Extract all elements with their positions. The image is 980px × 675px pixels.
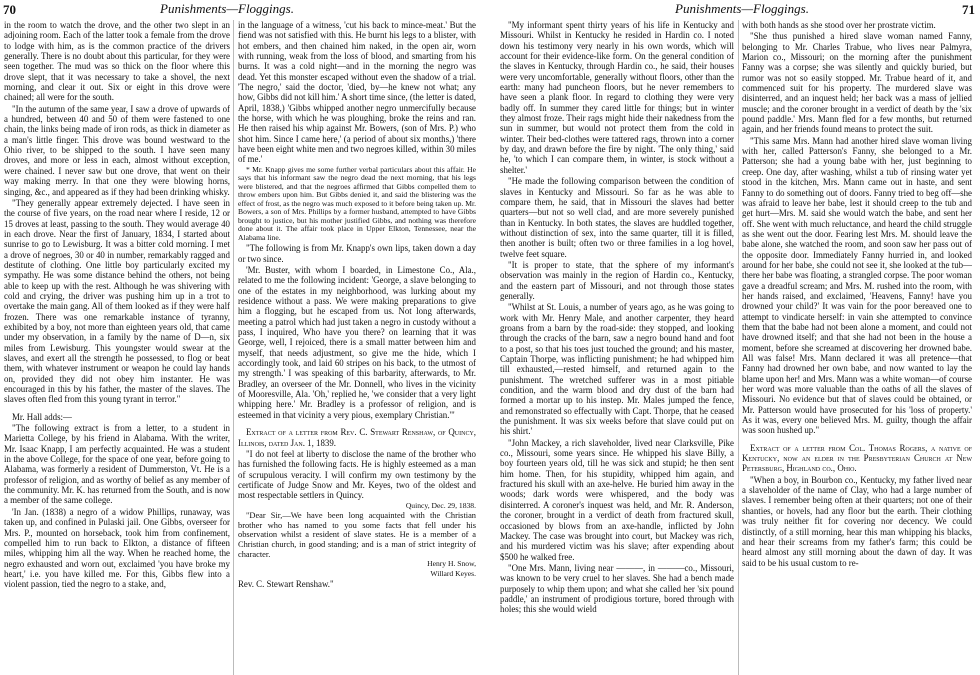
paragraph: with both hands as she stood over her prostrate victim.: [742, 20, 936, 30]
signature: Henry H. Snow,: [427, 559, 476, 569]
paragraph: "The following extract is from a letter, to a student in Marietta College, by his friend in Alabama. With the writer, Mr. Isaac Knapp, I am perfectly acquainted. He was a student in the above College, for the space of one year, before going to Alabama, was formerly a resident of Dummerston, Vt. He is a professor of religion, and as worthy of belief as any member of the community. Mr. K. has returned from the South, and is now a member of the same college.: [4, 423, 230, 506]
running-title: Punishments—Floggings.: [675, 1, 809, 16]
paragraph: "I do not feel at liberty to disclose the name of the brother who has furnished the following facts. He is highly esteemed as a man of scrupulous veracity. I will confirm my own testimony by the certificate of Judge Snow and Mr. Keyes, two of the oldest and most respectable settlers in Quincy.: [238, 448, 476, 501]
paragraph: Mr. Hall adds:—: [12, 411, 72, 422]
column-divider: [738, 20, 739, 675]
paragraph: "John Mackey, a rich slaveholder, lived near Clarksville, Pike co., Missouri, some years since. He whipped his slave Billy, a boy fourteen years old, till he was sick and stupid; he then sent him home. Then, for his stupidity, whipped him again, and fractured his skull with an axe-helve. He buried him away in the woods; dark words were whispered, and the body was disinterred. A coroner's inquest was held, and Mr. R. Anderson, the coroner, brought in a verdict of death from fractured skull, occasioned by blows from an axe-handle, inflicted by John Mackey. The case was brought into court, but Mackey was rich, and his murdered victim was his slave; after expending about $500 he walked free.: [500, 437, 734, 562]
page-header: [0, 0, 490, 22]
page-header: [490, 0, 980, 22]
text-column-2: [238, 20, 476, 675]
letter-heading: Extract of a letter from Col. Thomas Rogers, a native of Kentucky, now an elder in the Presbyterian Church at New Petersburg, Highland co., Ohio.: [742, 442, 972, 474]
paragraph: "It is proper to state, that the sphere of my informant's observation was mainly in the region of Hardin co., Kentucky, and the eastern part of Missouri, and not through those states generally.: [500, 259, 734, 301]
text-column-1: [4, 20, 230, 675]
paragraph: "When a boy, in Bourbon co., Kentucky, my father lived near a slaveholder of the name of Clay, who had a large number of slaves. I remember being often at their quarters; not one of their shanties, or hovels, had any floor but the earth. Their clothing was truly neither fit for covering nor decency. We could distinctly, of a still morning, hear this man whipping his blacks, and hear their screams from my father's farm; this could be heard almost any still morning about the dawn of day. It was said to be his usual custom to re-: [742, 474, 972, 568]
signature: Willard Keyes.: [430, 568, 476, 578]
footnote: * Mr. Knapp gives me some further verbal particulars about this affair. He says that his informant saw the negro dead the next morning, that his legs were blistered, and that the negroes affirmed that Gibbs compelled them to throw embers upon him. But Gibbs denied it, and said the blistering was the effect of frost, as the negro was much exposed to it before being taken up. Mr. Bowers, a son of Mrs. Phillips by a former husband, attempted to have Gibbs brought to justice, but his mother justified Gibbs, and nothing was therefore done about it. The affair took place in Upper Elkton, Tennessee, near the Alabama line.: [238, 164, 476, 242]
column-divider: [233, 20, 234, 675]
paragraph: in the room to watch the drove, and the other two slept in an adjoining room. Each of the latter took a female from the drove to lodge with him, as is the common practice of the drivers generally. There is no doubt about this particular, for they were seen together. The mud was so thick on the floor where this drove slept, that it was necessary to take a shovel, the next morning, and clear it out. Six or eight in this drove were chained; all were for the south.: [4, 20, 230, 103]
page-number: 71: [962, 2, 975, 17]
paragraph: "He made the following comparison between the condition of slaves in Kentucky and Missouri. So far as he was able to compare them, he said, that in Missouri the slaves had better quarters—but not so well clad, and are more severely punished than in Kentucky. In both states, the slaves are huddled together, without distinction of sex, into the same quarter, till it is filled, then another is built; often two or three families in a log hovel, twelve feet square.: [500, 176, 734, 259]
addressee: Rev. C. Stewart Renshaw.": [238, 579, 334, 590]
paragraph: "My informant spent thirty years of his life in Kentucky and Missouri. Whilst in Kentucky he resided in Hardin co. I noted down his testimony very nearly in his own words, which will account for their evidence-like form. On the general condition of the slaves in Kentucky, through Hardin co., he said, their houses were very uncomfortable, generally without floors, other than the earth: many had puncheon floors, but he never remembers to have seen a plank floor. In regard to clothing they were very badly off. In summer they cared little for things; but in winter they almost froze. Their rags might hide their nakedness from the sun in summer, but would not protect them from the cold in winter. Their bed-clothes were tattered rags, thrown into a corner by day, and drawn before the fire by night. 'The only thing,' said he, 'to which I can compare them, in winter, is stock without a shelter.': [500, 20, 734, 175]
text-column-1: [500, 20, 734, 675]
paragraph: "She thus punished a hired slave woman named Fanny, belonging to Mr. Charles Trabue, who lives near Palmyra, Marion co., Missouri; on the morning after the punishment Fanny was a corpse; she was silently and quickly buried, but rumor was not so easily stopped. Mr. Trabue heard of it, and commenced suit for his property. The murdered slave was disinterred, and an inquest held; her back was a mass of jellied muscle; and the coroner brought in a verdict of death by the 'six pound paddle.' Mrs. Mann fled for a few months, but returned again, and her friends found means to protect the suit.: [742, 31, 972, 135]
paragraph: 'Mr. Buster, with whom I boarded, in Limestone Co., Ala., related to me the following incident: 'George, a slave belonging to one of the estates in my neighborhood, was lurking about my residence without a pass. We were making preparations to give him a flogging, but he escaped from us. Not long afterwards, meeting a patrol which had just taken a negro in custody without a pass, I inquired, Who have you there? on learning that it was George, well, I rejoiced, there is a small matter between him and myself, that needs adjustment, so give me the hide, which I accordingly took, and laid 60 stripes on his back, to the utmost of my strength.' I was speaking of this barbarity, afterwards, to Mr. Bradley, an overseer of the Mr. Donnell, who lives in the vicinity of Mooresville, Ala. 'Oh,' replied he, 'we consider that a very light whipping here.' Mr. Bradley is a professor of religion, and is esteemed in that vicinity a very pious, exemplary Christian.'": [238, 265, 476, 420]
page-number: 70: [3, 2, 16, 17]
paragraph: "Whilst at St. Louis, a number of years ago, as he was going to work with Mr. Henry Male, and another carpenter, they heard groans from a barn by the road-side: they stopped, and looking through the cracks of the barn, saw a negro bound hand and foot to a post, so that his toes just touched the ground; and his master, Captain Thorpe, was inflicting punishment; he had whipped him till exhausted,—rested himself, and returned again to the punishment. The wretched sufferer was in a most pitiable condition, and the warm blood and dry dust of the barn had formed a mortar up to his instep. Mr. Males jumped the fence, and remonstrated so effectually with Capt. Thorpe, that he ceased the punishment. It was six weeks before that slave could put on his shirt.': [500, 302, 734, 437]
text-column-2: [742, 20, 972, 675]
paragraph: "They generally appear extremely dejected. I have seen in the course of five years, on the road near where I reside, 12 or 15 droves at least, passing to the south. They would average 40 in each drove. Near the first of January, 1834, I started about sunrise to go to Lewisburg. It was a bitter cold morning. I met a drove of negroes, 30 or 40 in number, remarkably ragged and destitute of clothing. One little boy particularly excited my sympathy. He was some distance behind the others, not being able to keep up with the rest. Although he was shivering with cold and crying, the driver was pushing him up in a trot to overtake the main gang. All of them looked as if they were half frozen. There was one remarkable instance of tyranny, exhibited by a boy, not more than eighteen years old, that came under my observation, in a family by the name of D—n, six miles from Lewisburg. This youngster would swear at the slaves, and exert all the strength he possessed, to flog or beat them, with whatever instrument or weapon he could lay hands on, provided they did not obey him instanter. He was encouraged in this by his father, the master of the slaves. The slaves often fled from this young tyrant in terror.": [4, 197, 230, 405]
certificate: "Dear Sir,—We have been long acquainted with the Christian brother who has named to you some facts that fell under his observation whilst a resident of slave states. He is a member of a Christian church, in good standing; and is a man of strict integrity of character.: [238, 511, 476, 559]
paragraph: 'In Jan. (1838) a negro of a widow Phillips, runaway, was taken up, and confined in Pulaski jail. One Gibbs, overseer for Mrs. P., mounted on horseback, took him from confinement, compelled him to run back to Elkton, a distance of fifteen miles, whipping him all the way. When he reached home, the negro exhausted and worn out, exclaimed 'you have broke my heart,' i.e. you have killed me. For this, Gibbs flew into a violent passion, tied the negro to a stake, and,: [4, 506, 230, 590]
paragraph: "This same Mrs. Mann had another hired slave woman living with her, called Patterson's Fanny, she belonged to a Mr. Patterson; she had a young babe with her, just beginning to creep. One day, after washing, whilst a tub of rinsing water yet stood in the kitchen, Mrs. Mann came out in haste, and sent Fanny to do something out of doors. Fanny tried to beg off—she was afraid to leave her babe, lest it should creep to the tub and get hurt—Mrs. M. said she would watch the babe, and sent her off. She went with much reluctance, and heard the child struggle as she went out the door. Fearing lest Mrs. M. should leave the babe alone, she watched the room, and soon saw her pass out of the opposite door. Immediately Fanny hurried in, and looked around for her babe, she could not see it, she looked at the tub—there her babe was floating, a strangled corpse. The poor woman gave a dreadful scream; and Mrs. M. rushed into the room, with her hands raised, and exclaimed, 'Heavens, Fanny! have you drowned your child?' It was vain for the poor bereaved one to attempt to vindicate herself: in vain she attempted to convince them that the babe had not been alone a moment, and could not have drowned itself; and that she had not been in the house a moment, before she screamed at discovering her drowned babe. All was false! Mrs. Mann declared it was all pretence—that Fanny had drowned her own babe, and now wanted to lay the blame upon her! and Mrs. Mann was a white woman—of course her word was more valuable than the oaths of all the slaves of Missouri. No evidence but that of slaves could be obtained, or Mr. Patterson would have prosecuted for his 'loss of property.' As it was, every one believed Mrs. M. guilty, though the affair was soon hushed up.": [742, 135, 972, 436]
paragraph: in the language of a witness, 'cut his back to mince-meat.' But the fiend was not satisfied with this. He burnt his legs to a blister, with hot embers, and then chained him naked, in the open air, worn with running, weak from the loss of blood, and smarting from his burns. It was a cold night—and in the morning the negro was dead. Yet this monster escaped without even the shadow of a trial. 'The negro,' said the doctor, 'died, by—he knew not what; any how, Gibbs did not kill him.' A short time since, (the letter is dated, April, 1838,) 'Gibbs whipped another negro unmercifully because the horse, with which he was ploughing, broke the reins and ran. He then raised his whip against Mr. Bowers, (son of Mrs. P.) who shot him. Since I came here,' (a period of about six months,) 'there have been eight white men and two negroes killed, within 30 miles of me.': [238, 20, 476, 165]
dateline: Quincy, Dec. 29, 1838.: [405, 500, 476, 510]
right-page: [490, 0, 980, 675]
paragraph: "The following is from Mr. Knapp's own lips, taken down a day or two since.: [238, 243, 476, 264]
letter-heading: Extract of a letter from Rev. C. Stewart Renshaw, of Quincy, Illinois, dated Jan. 1, 1839.: [238, 427, 476, 448]
running-title: Punishments—Floggings.: [160, 1, 294, 16]
paragraph: "One Mrs. Mann, living near ———, in ———co., Missouri, was known to be very cruel to her slaves. She had a bench made purposely to whip them upon; and what she called her 'six pound paddle,' an instrument of prodigious torture, bored through with holes; this she would wield: [500, 562, 734, 615]
paragraph: "In the autumn of the same year, I saw a drove of upwards of a hundred, between 40 and 50 of them were fastened to one chain, the links being made of iron rods, as thick in diameter as a man's little finger. This drove was bound westward to the Ohio river, to be shipped to the south. I have seen many droves, and more or less in each, almost without exception, were chained. I never saw but one drove, that went on their way making merry. In that one they were blowing horns, singing, &c., and appeared as if they had been drinking whisky.: [4, 103, 230, 197]
